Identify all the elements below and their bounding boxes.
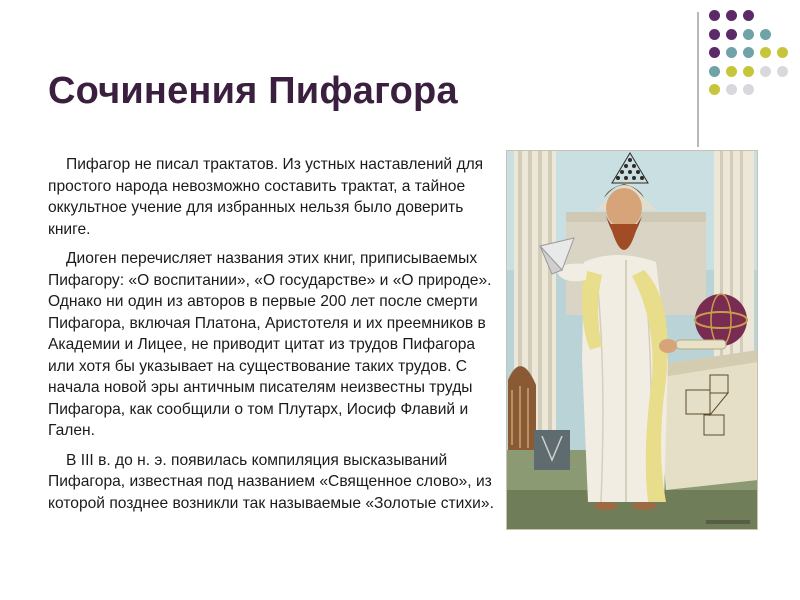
slide-body [48, 154, 500, 522]
decorative-dot [709, 84, 720, 95]
decorative-divider [697, 12, 699, 147]
paragraph-2: Диоген перечисляет названия этих книг, приписываемых Пифагору: «О воспитании», «О государстве» и «О природе». Однако ни один из авторов в первые 200 лет после смерти Пифагора, включая Платона, Аристотеля и их преемников в Академии и Лицее, не приводит цитат из трудов Пифагора или хотя бы указывает на существование таких трудов. С начала новой эры античным писателям неизвестны труды Пифагора, как сообщили о том Плутарх, Иосиф Флавий и Гален. [48, 250, 492, 439]
paragraph-1: Пифагор не писал трактатов. Из устных наставлений для простого народа невозможно составить трактат, а тайное оккультное учение для избранных нельзя было доверить книге. [48, 156, 484, 238]
decorative-dot [760, 66, 771, 77]
decorative-dot [777, 66, 788, 77]
paragraph-3: В III в. до н. э. появилась компиляция высказываний Пифагора, известная под названием «Священное слово», из которой позднее возникли так называемые «Золотые стихи». [48, 451, 494, 512]
decorative-dot [726, 29, 737, 40]
decorative-dot [743, 47, 754, 58]
decorative-dot [709, 10, 720, 21]
decorative-dot-grid [709, 10, 799, 130]
decorative-dot [709, 66, 720, 77]
decorative-dot [709, 29, 720, 40]
decorative-dot [726, 66, 737, 77]
decorative-dot [726, 47, 737, 58]
pythagoras-illustration [506, 150, 758, 530]
decorative-dot [743, 10, 754, 21]
decorative-dot [743, 66, 754, 77]
decorative-dot [743, 84, 754, 95]
decorative-dot [760, 47, 771, 58]
decorative-dot [743, 29, 754, 40]
decorative-dot [760, 29, 771, 40]
decorative-dot [777, 47, 788, 58]
slide-title: Сочинения Пифагора [48, 70, 458, 112]
decorative-dot [726, 10, 737, 21]
decorative-dot [726, 84, 737, 95]
decorative-dot [709, 47, 720, 58]
